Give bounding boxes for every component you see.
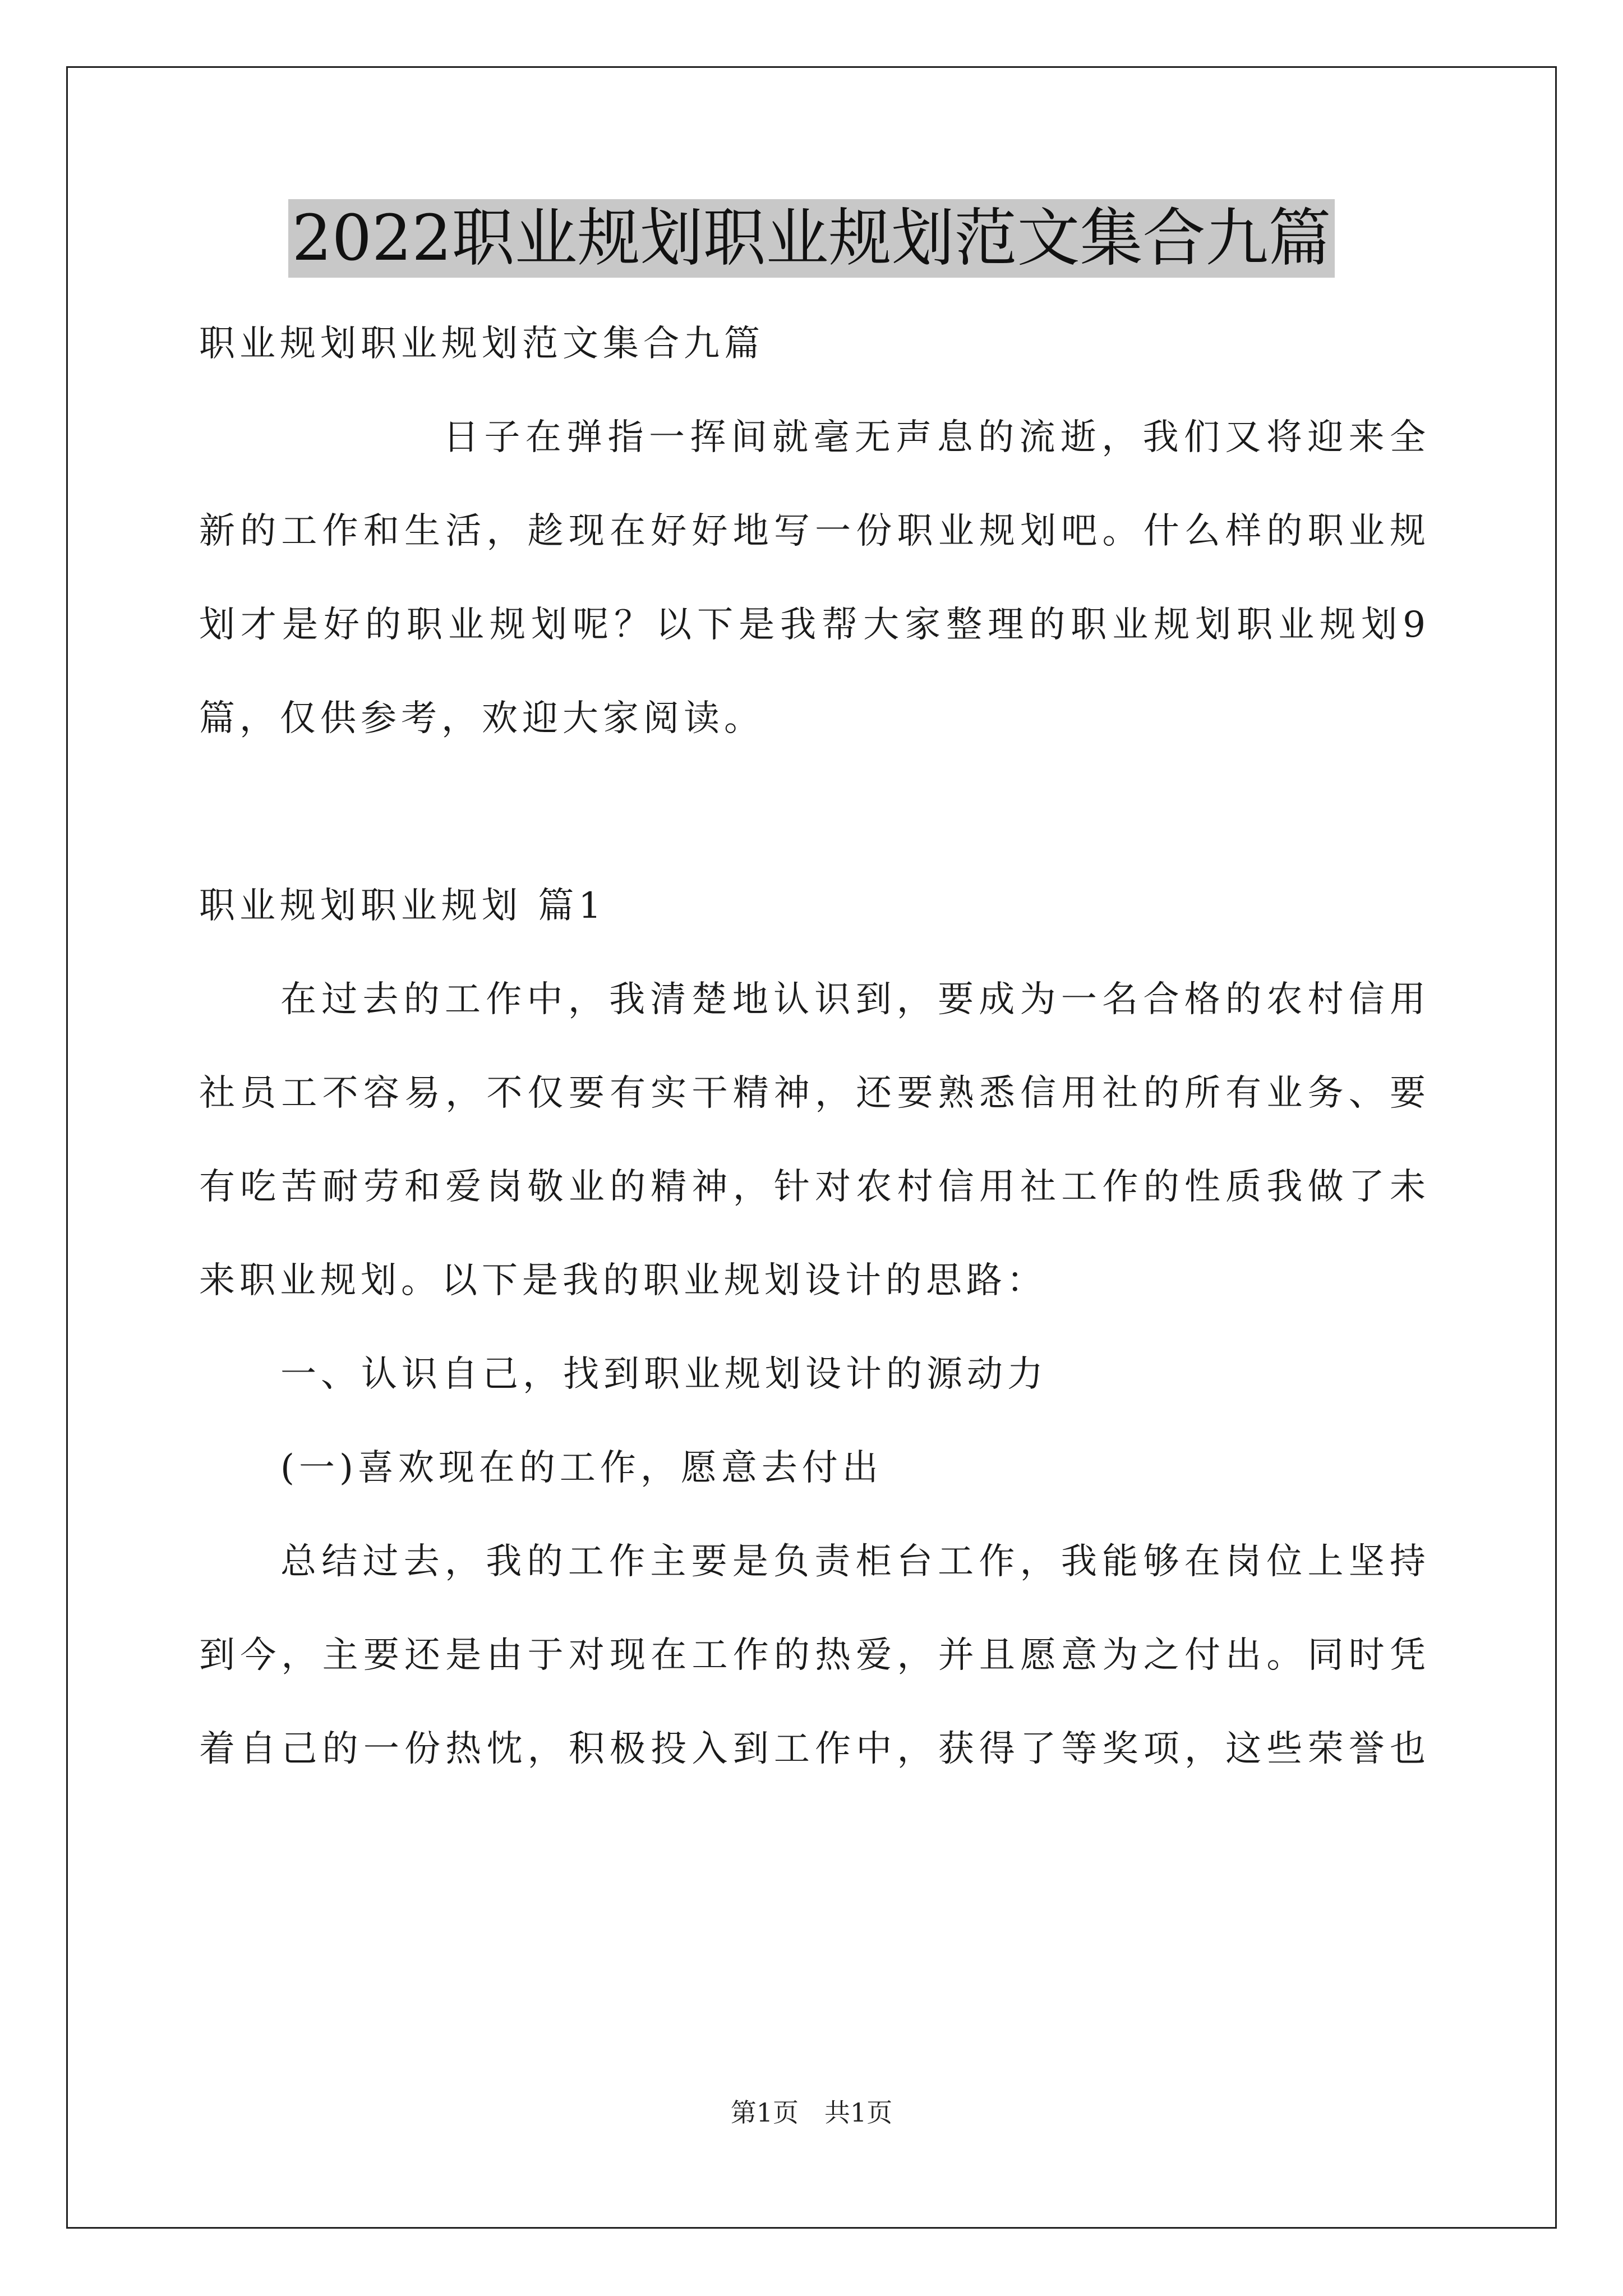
paragraph-line: 在过去的工作中，我清楚地认识到，要成为一名合格的农村信用 xyxy=(280,979,1430,1020)
title-container xyxy=(0,199,1623,278)
section-heading: 职业规划职业规划 篇1 xyxy=(199,885,606,927)
paragraph-line: 着自己的一份热忱，积极投入到工作中，获得了等奖项，这些荣誉也 xyxy=(199,1728,1430,1770)
page-footer: 第1页 共1页 xyxy=(730,2097,893,2128)
paragraph-line: 总结过去，我的工作主要是负责柜台工作，我能够在岗位上坚持 xyxy=(280,1541,1430,1582)
document-body xyxy=(199,297,1430,1796)
paragraph-line: 到今，主要还是由于对现在工作的热爱，并且愿意为之付出。同时凭 xyxy=(199,1635,1430,1676)
intro-line: 划才是好的职业规划呢？以下是我帮大家整理的职业规划职业规划9 xyxy=(199,604,1430,646)
subheading: (一)喜欢现在的工作，愿意去付出 xyxy=(280,1447,883,1489)
intro-line: 篇，仅供参考，欢迎大家阅读。 xyxy=(199,698,764,739)
paragraph-line: 有吃苦耐劳和爱岗敬业的精神，针对农村信用社工作的性质我做了未 xyxy=(199,1166,1430,1208)
blank-line xyxy=(199,766,1430,859)
intro-line: 日子在弹指一挥间就毫无声息的流逝，我们又将迎来全 xyxy=(443,417,1430,458)
paragraph-line: 来职业规划。以下是我的职业规划设计的思路： xyxy=(199,1260,1047,1301)
paragraph-line: 社员工不容易，不仅要有实干精神，还要熟悉信用社的所有业务、要 xyxy=(199,1073,1430,1114)
document-subtitle: 职业规划职业规划范文集合九篇 xyxy=(199,323,764,365)
subheading: 一、认识自己，找到职业规划设计的源动力 xyxy=(280,1354,1048,1395)
document-title: 2022职业规划职业规划范文集合九篇 xyxy=(288,199,1334,278)
intro-line: 新的工作和生活，趁现在好好地写一份职业规划吧。什么样的职业规 xyxy=(199,510,1430,552)
